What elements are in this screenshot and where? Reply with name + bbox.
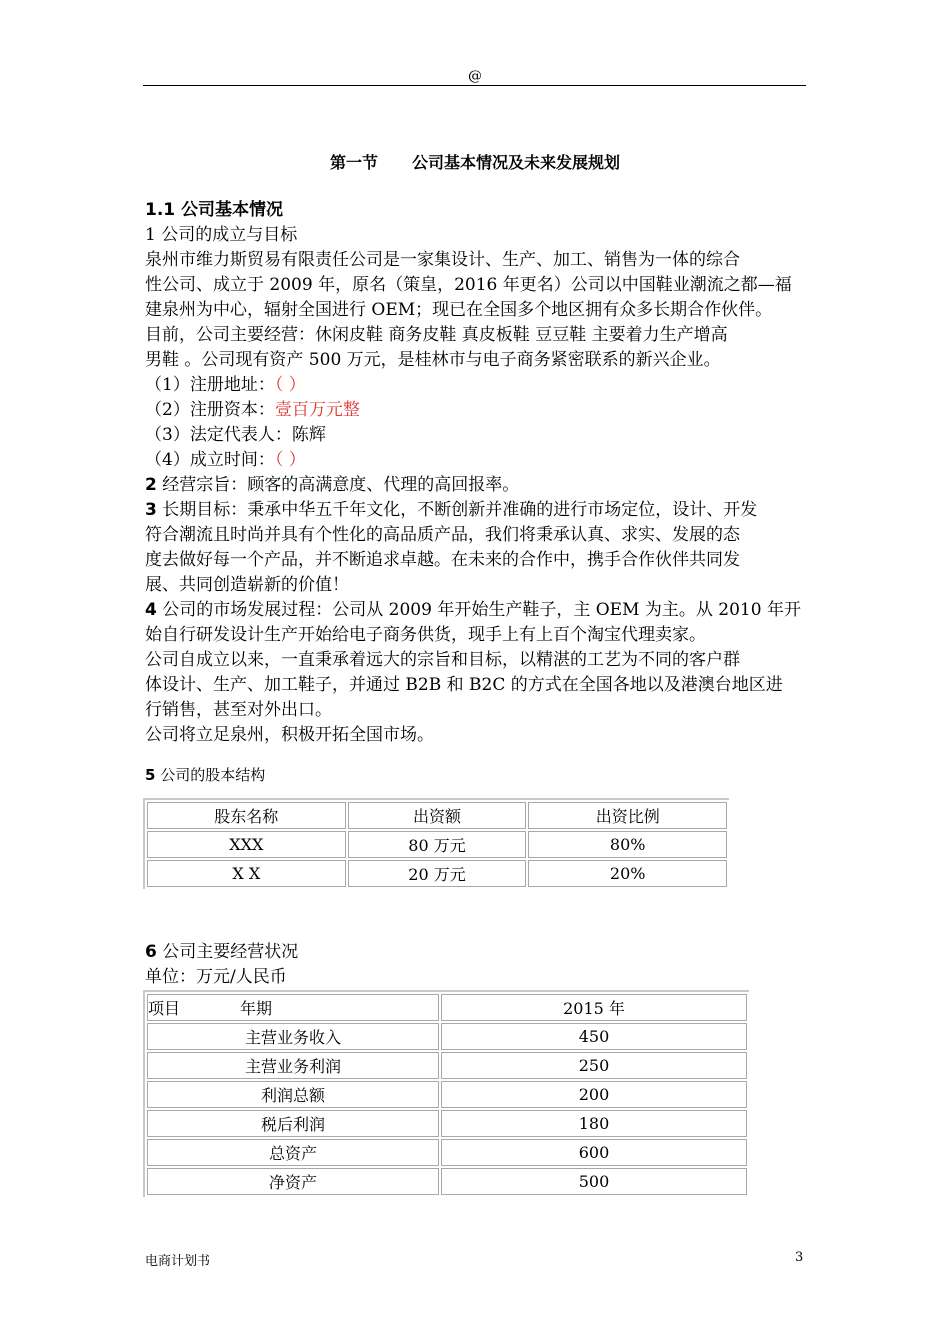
subsection-3-line3: 度去做好每一个产品，并不断追求卓越。在未来的合作中，携手合作伙伴共同发: [145, 550, 740, 570]
table-cell: 利润总额: [147, 1081, 439, 1108]
equity-table: [143, 798, 729, 889]
table-row: [147, 1052, 747, 1079]
table-cell: 600: [441, 1139, 747, 1166]
table-cell: 总资产: [147, 1139, 439, 1166]
table-header-cell: 2015 年: [441, 994, 747, 1021]
chapter-title: [0, 150, 950, 173]
ops-heading-block: [145, 940, 298, 990]
chapter-name: 公司基本情况及未来发展规划: [412, 153, 621, 172]
table-header-row: [147, 994, 747, 1021]
section-heading: 1.1 公司基本情况: [145, 200, 284, 220]
para2-line2: 体设计、生产、加工鞋子，并通过 B2B 和 B2C 的方式在全国各地以及港澳台地区进: [145, 675, 783, 695]
table-row: [147, 1110, 747, 1137]
table-header-cell: 出资额: [348, 802, 527, 829]
reg-address: （1）注册地址：（ ）: [145, 375, 306, 395]
table-cell: 20 万元: [348, 860, 527, 887]
para1-line2: 性公司、成立于 2009 年，原名（策皇，2016 年更名）公司以中国鞋业潮流之都—福: [145, 275, 792, 295]
table-row: [147, 860, 727, 887]
reg-capital-value: 壹百万元整: [274, 400, 360, 420]
subsection-1: 1 公司的成立与目标: [145, 225, 298, 245]
table-cell: 200: [441, 1081, 747, 1108]
body-content: [145, 198, 810, 788]
table-row: [147, 1139, 747, 1166]
table-cell: 80 万元: [348, 831, 527, 858]
subsection-4-line1: 4 公司的市场发展过程：公司从 2009 年开始生产鞋子，主 OEM 为主。从 2010 年开: [145, 600, 801, 620]
table-header-cell: 股东名称: [147, 802, 346, 829]
table-row: [147, 1081, 747, 1108]
table-cell: X X: [147, 860, 346, 887]
subsection-3-line4: 展、共同创造崭新的价值！: [145, 575, 349, 595]
table-cell: 500: [441, 1168, 747, 1195]
header-mark: @: [468, 68, 482, 84]
chapter-number: 第一节: [329, 153, 378, 172]
table-cell: 税后利润: [147, 1110, 439, 1137]
para2-line3: 行销售，甚至对外出口。: [145, 700, 332, 720]
legal-rep: （3）法定代表人：陈辉: [145, 425, 326, 445]
page-number: 3: [795, 1250, 804, 1265]
table-cell: 450: [441, 1023, 747, 1050]
subsection-2: 2 经营宗旨：顾客的高满意度、代理的高回报率。: [145, 475, 520, 495]
para3: 公司将立足泉州，积极开拓全国市场。: [145, 725, 434, 745]
subsection-6: 6 公司主要经营状况: [145, 942, 299, 962]
subsection-3-line2: 符合潮流且时尚并具有个性化的高品质产品，我们将秉承认真、求实、发展的态: [145, 525, 740, 545]
reg-address-value: （ ）: [274, 375, 306, 395]
table-header-cell: 项目 年期: [147, 994, 439, 1021]
subsection-3-line1: 3 长期目标：秉承中华五千年文化，不断创新并准确的进行市场定位，设计、开发: [145, 500, 758, 520]
table-header-row: [147, 802, 727, 829]
para1-line3: 建泉州为中心，辐射全国进行 OEM；现已在全国多个地区拥有众多长期合作伙伴。: [145, 300, 773, 320]
founded-time: （4）成立时间：（ ）: [145, 450, 306, 470]
para2-line1: 公司自成立以来，一直秉承着远大的宗旨和目标，以精湛的工艺为不同的客户群: [145, 650, 740, 670]
para1-line4: 目前，公司主要经营：休闲皮鞋 商务皮鞋 真皮板鞋 豆豆鞋 主要着力生产增高: [145, 325, 728, 345]
footer-doc-title: 电商计划书: [145, 1254, 211, 1269]
para1-line5: 男鞋 。公司现有资产 500 万元，是桂林市与电子商务紧密联系的新兴企业。: [145, 350, 721, 370]
table-cell: XXX: [147, 831, 346, 858]
spacer: [145, 748, 810, 763]
table-cell: 20%: [528, 860, 727, 887]
subsection-4-line2: 始自行研发设计生产开始给电子商务供货，现手上有上百个淘宝代理卖家。: [145, 625, 706, 645]
operations-table: [143, 990, 749, 1197]
table-cell: 80%: [528, 831, 727, 858]
para1-line1: 泉州市维力斯贸易有限责任公司是一家集设计、生产、加工、销售为一体的综合: [145, 250, 740, 270]
header-rule: [143, 85, 806, 86]
table-header-cell: 出资比例: [528, 802, 727, 829]
table-cell: 主营业务利润: [147, 1052, 439, 1079]
table-cell: 250: [441, 1052, 747, 1079]
table-cell: 主营业务收入: [147, 1023, 439, 1050]
unit-label: 单位：万元/人民币: [145, 967, 287, 987]
reg-capital: （2）注册资本：壹百万元整: [145, 400, 360, 420]
table-cell: 180: [441, 1110, 747, 1137]
table-cell: 净资产: [147, 1168, 439, 1195]
founded-value: （ ）: [274, 450, 306, 470]
table-row: [147, 831, 727, 858]
table-row: [147, 1168, 747, 1195]
subsection-5: 5 公司的股本结构: [145, 766, 266, 784]
table-row: [147, 1023, 747, 1050]
